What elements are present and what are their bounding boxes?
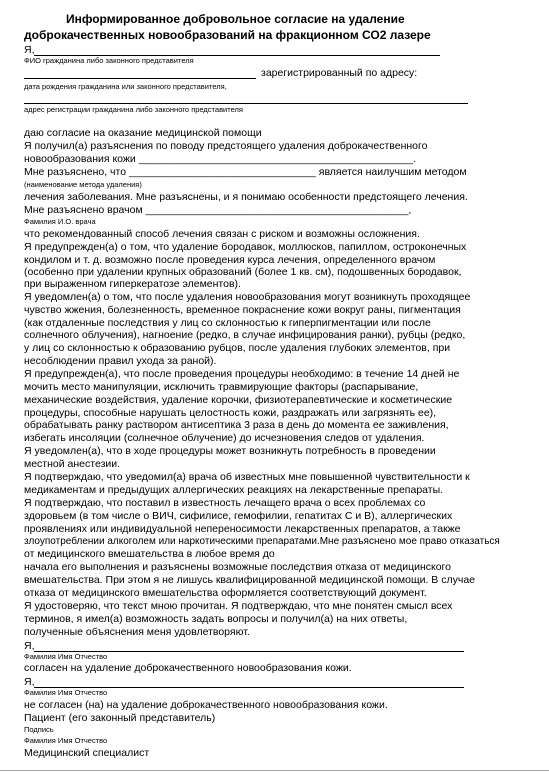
body-line: от медицинского вмешательства в любое время до	[24, 548, 275, 560]
body-line: лечения заболевания. Мне разъяснены, и я понимаю особенности предстоящего лечения.	[24, 191, 468, 203]
body-line: злоупотреблении алкоголем или наркотическими препаратами.Мне разъяснено мое право отказаться	[24, 536, 500, 547]
body-line: медикаментам и предыдущих аллергических реакциях на лекарственные препараты.	[24, 484, 444, 496]
body-line: проявлениях или индивидуальной непереносимости лекарственных препаратов, а также	[24, 523, 461, 535]
body-line: несоблюдении правил ухода за раной).	[24, 355, 217, 367]
birth-date-caption: дата рождения гражданина или законного представителя,	[24, 82, 227, 91]
ya-label: Я,	[24, 44, 35, 56]
disagree-statement: не согласен (на) на удаление доброкачественного новообразования кожи.	[24, 699, 388, 711]
patient-label: Пациент (его законный представитель)	[24, 712, 216, 724]
signature-caption: Подпись	[24, 725, 54, 734]
fio-caption: ФИО гражданина либо законного представителя	[24, 56, 194, 65]
body-line: у лиц со склонностью к образованию рубцов, после удаления глубоких элементов, при	[24, 342, 451, 354]
address-blank-line[interactable]	[24, 103, 468, 104]
page-bottom-rule	[0, 770, 549, 771]
address-caption: адрес регистрации гражданина либо законного представителя	[24, 105, 243, 114]
body-line: терминов, я имел(а) возможность задать вопросы и получил(а) на них ответы,	[24, 613, 408, 625]
body-line: Я предупрежден(а) о том, что удаление бородавок, моллюсков, папиллом, остроконечных	[24, 241, 467, 253]
body-line: кондилом и т. д. возможно после проведения курса лечения, определенного врачом	[24, 254, 436, 266]
body-line: Мне разъяснено, что ________________________________ является наилучшим методом	[24, 166, 467, 178]
body-line: Мне разъяснено врачом _____________________________________________,	[24, 204, 412, 216]
body-line: Я предупрежден(а), что после проведения процедуры необходимо: в течение 14 дней не	[24, 368, 460, 380]
body-line: полученные объяснения меня удовлетворяют.	[24, 626, 250, 638]
body-line: Я подтверждаю, что поставил в известность лечащего врача о всех проблемах со	[24, 497, 426, 509]
body-line: процедуры, способные нарушать целостность кожи, раздражать или загрязнять ее),	[24, 407, 437, 419]
agree-statement: согласен на удаление доброкачественного новообразования кожи.	[24, 662, 352, 674]
body-line: чувство жжения, болезненность, временное покраснение кожи вокруг раны, пигментация	[24, 304, 461, 316]
registered-label: зарегистрированный по адресу:	[261, 67, 418, 79]
body-line: Я удостоверяю, что текст мною прочитан. Я подтверждаю, что мне понятен смысл всех	[24, 600, 453, 612]
ya-label-agree: Я,	[24, 640, 35, 652]
body-line: местной анестезии.	[24, 458, 121, 470]
body-line: вмешательства. При этом я не лишусь квалифицированной медицинской помощи. В случае	[24, 574, 475, 586]
birth-date-blank-line[interactable]	[24, 78, 256, 79]
body-line: новообразования кожи _______________________________________________.	[24, 153, 417, 165]
body-line: Я уведомлен(а) о том, что после удаления новообразования могут возникнуть проходящее	[24, 291, 471, 303]
body-line: (как отдаленные последствия у лиц со склонностью к гиперпигментации или после	[24, 317, 431, 329]
body-line: при выраженном гиперкератозе элементов).	[24, 278, 241, 290]
agree-name-caption: Фамилия Имя Отчество	[24, 652, 108, 661]
body-line: Я подтверждаю, что уведомил(а) врача об известных мне повышенной чувствительности к	[24, 471, 470, 483]
body-line: отказа от медицинского вмешательства оформляется соответствующий документ.	[24, 587, 427, 599]
body-line: солнечного облучения), нагноение (редко, в случае инфицирования ранки), рубцы (редко,	[24, 329, 466, 341]
body-line: даю согласие на оказание медицинской помощи	[24, 127, 262, 139]
disagree-name-caption: Фамилия Имя Отчество	[24, 688, 108, 697]
body-line: избегать инсоляции (солнечное облучение) до исчезновения следов от удаления.	[24, 432, 425, 444]
body-line: механические воздействия, удаление корочки, физиотерапевтические и косметические	[24, 394, 453, 406]
body-line: здоровьем (в том числе о ВИЧ, сифилисе, гемофилии, гепатитах С и В), аллергических	[24, 510, 453, 522]
body-line: начала его выполнения и разъяснены возможные последствия отказа от медицинского	[24, 561, 451, 573]
ya-label-disagree: Я,	[24, 676, 35, 688]
document-title-line-2: доброкачественных новообразований на фракционном СО2 лазере	[24, 28, 431, 42]
body-line: (особенно при удалении крупных образований (более 1 кв. см), подошвенных бородавок,	[24, 266, 462, 278]
body-line: Я уведомлен(а), что в ходе процедуры может возникнуть потребность в проведении	[24, 445, 436, 457]
body-line: что рекомендованный способ лечения связан с риском и возможны осложнения.	[24, 228, 420, 240]
method-caption: (наименование метода удаления)	[24, 180, 142, 189]
specialist-label: Медицинский специалист	[24, 747, 150, 759]
specialist-name-caption: Фамилия Имя Отчество	[24, 736, 108, 745]
document-title-line-1: Информированное добровольное согласие на удаление	[66, 12, 405, 26]
body-line: обрабатывать ранку раствором антисептика 3 раза в день до момента ее заживления,	[24, 419, 449, 431]
body-line: Я получил(а) разъяснения по поводу предстоящего удаления доброкачественного	[24, 140, 428, 152]
body-line: мочить место манипуляции, исключить травмирующие факторы (распарывание,	[24, 381, 419, 393]
doctor-name-caption: Фамилия И.О. врача	[24, 217, 96, 226]
